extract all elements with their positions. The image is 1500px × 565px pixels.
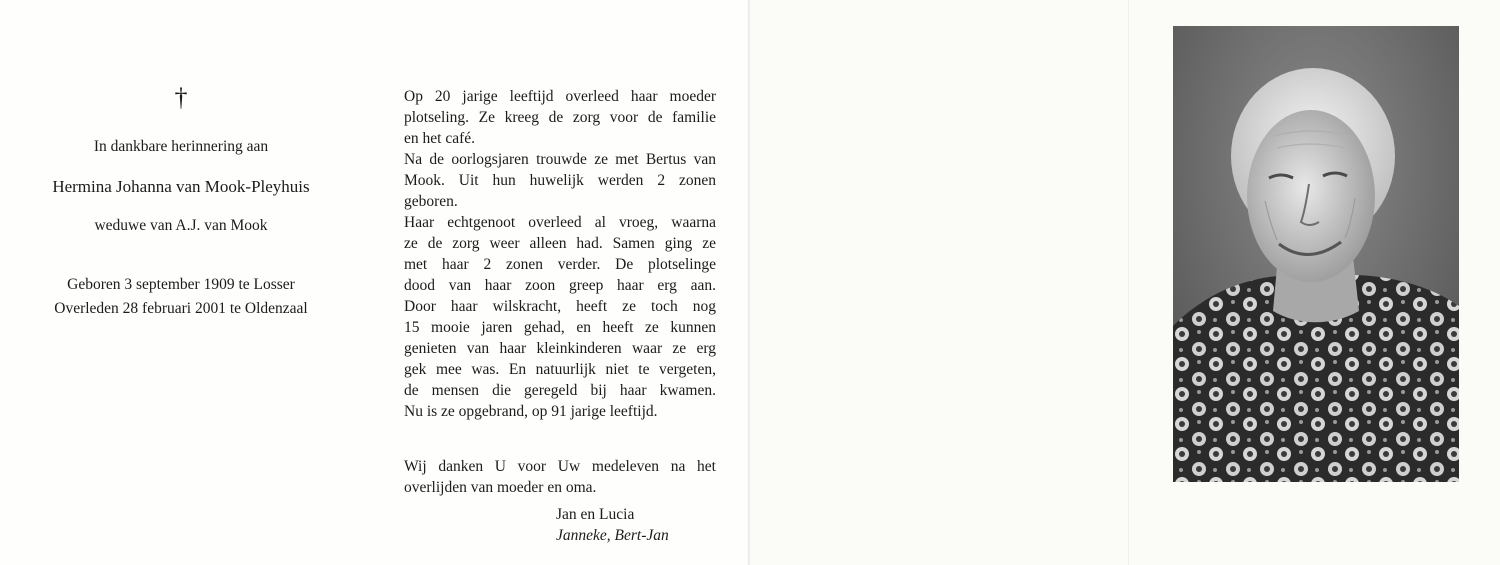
story-line: plotseling. Ze kreeg de zorg voor de familie [404,109,716,126]
signature-block [556,504,669,546]
portrait-photo [1173,26,1459,482]
story-line: dood van haar zoon greep haar erg aan. [404,277,716,294]
story-line: Nu is ze opgebrand, op 91 jarige leeftijd. [404,403,658,420]
signature-children: Jan en Lucia [556,506,635,523]
widow-line: weduwe van A.J. van Mook [94,217,268,234]
story-line: 15 mooie jaren gehad, en heeft ze kunnen [404,319,716,336]
thanks-paragraph [404,456,716,498]
story-line: Haar echtgenoot overleed al vroeg, waarna [404,214,716,231]
card-fold-right [1128,0,1129,565]
story-line: geboren. [404,193,458,210]
deceased-name: Hermina Johanna van Mook-Pleyhuis [52,177,310,196]
birth-line: Geboren 3 september 1909 te Losser [67,276,295,293]
story-line: gek mee was. En natuurlijk niet te vergeten, [404,361,716,378]
story-line: Mook. Uit hun huwelijk werden 2 zonen [404,172,716,189]
story-line: en het café. [404,130,475,147]
story-line: ze de zorg weer alleen had. Samen ging ze [404,235,716,252]
story-line: de mensen die geregeld bij haar kwamen. [404,382,716,399]
dedication-line: In dankbare herinnering aan [93,138,269,155]
death-line: Overleden 28 februari 2001 te Oldenzaal [54,300,308,317]
signature-grandchildren: Janneke, Bert-Jan [556,527,669,544]
thanks-line: Wij danken U voor Uw medeleven na het [404,458,716,475]
story-line: genieten van haar kleinkinderen waar ze erg [404,340,716,357]
story-line: met haar 2 zonen verder. De plotselinge [404,256,716,273]
story-line: Op 20 jarige leeftijd overleed haar moeder [404,88,716,105]
portrait-image [1173,26,1459,482]
story-line: Na de oorlogsjaren trouwde ze met Bertus van [404,151,716,168]
story-line: Door haar wilskracht, heeft ze toch nog [404,298,716,315]
cross-icon: † [174,83,188,112]
thanks-line: overlijden van moeder en oma. [404,479,597,496]
life-story [404,86,716,422]
